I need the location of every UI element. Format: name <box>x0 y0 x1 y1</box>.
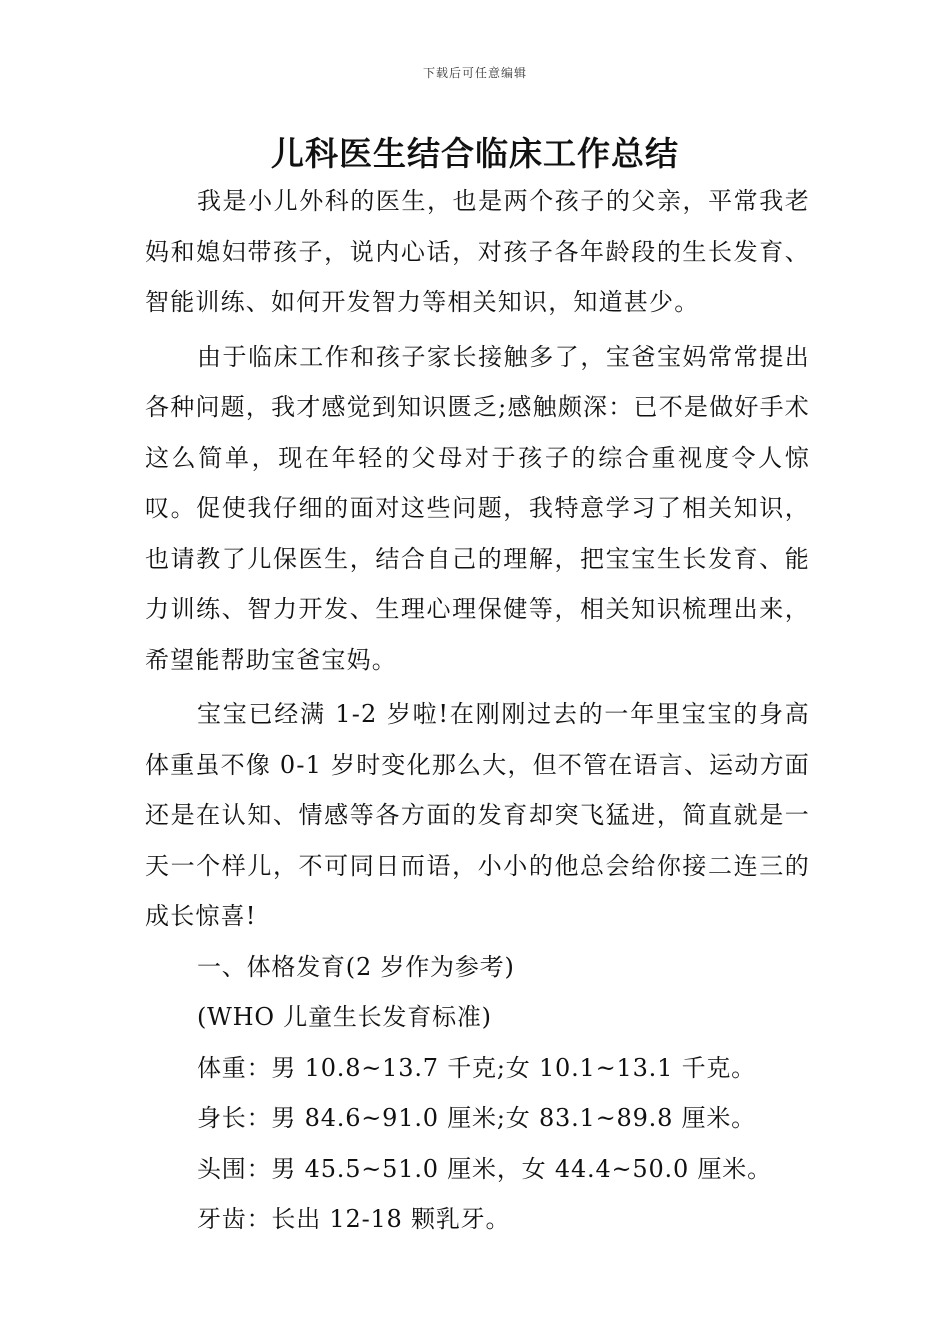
list-item-head-circumference: 头围：男 45.5~51.0 厘米，女 44.4~50.0 厘米。 <box>197 1154 772 1183</box>
document-title: 儿科医生结合临床工作总结 <box>271 134 679 173</box>
header-note: 下载后可任意编辑 <box>422 66 527 80</box>
list-item-weight: 体重：男 10.8~13.7 千克;女 10.1~13.1 千克。 <box>197 1053 756 1082</box>
document-body <box>145 176 810 1245</box>
list-item-length: 身长：男 84.6~91.0 厘米;女 83.1~89.8 厘米。 <box>197 1104 756 1132</box>
standard-note: (WHO 儿童生长发育标准) <box>197 1003 492 1031</box>
section-heading: 一、体格发育(2 岁作为参考) <box>197 952 515 981</box>
list-item-teeth: 牙齿：长出 12-18 颗乳牙。 <box>197 1205 511 1233</box>
paragraph-motivation: 由于临床工作和孩子家长接触多了，宝爸宝妈常常提出各种问题，我才感觉到知识匮乏;感触颇深：已不是做好手术这么简单，现在年轻的父母对于孩子的综合重视度令人惊叹。促使我仔细的面对这些问题，我特意学习了相关知识，也请教了儿保医生，结合自己的理解，把宝宝生长发育、能力训练、智力开发、生理心理保健等，相关知识梳理出来，希望能帮助宝爸宝妈。 <box>145 342 810 674</box>
paragraph-growth: 宝宝已经满 1-2 岁啦!在刚刚过去的一年里宝宝的身高体重虽不像 0-1 岁时变化那么大，但不管在语言、运动方面还是在认知、情感等各方面的发育却突飞猛进，简直就是一天一个样儿，不可同日而语，小小的他总会给你接二连三的成长惊喜! <box>145 700 810 930</box>
paragraph-intro: 我是小儿外科的医生，也是两个孩子的父亲，平常我老妈和媳妇带孩子，说内心话，对孩子各年龄段的生长发育、智能训练、如何开发智力等相关知识，知道甚少。 <box>145 187 810 316</box>
